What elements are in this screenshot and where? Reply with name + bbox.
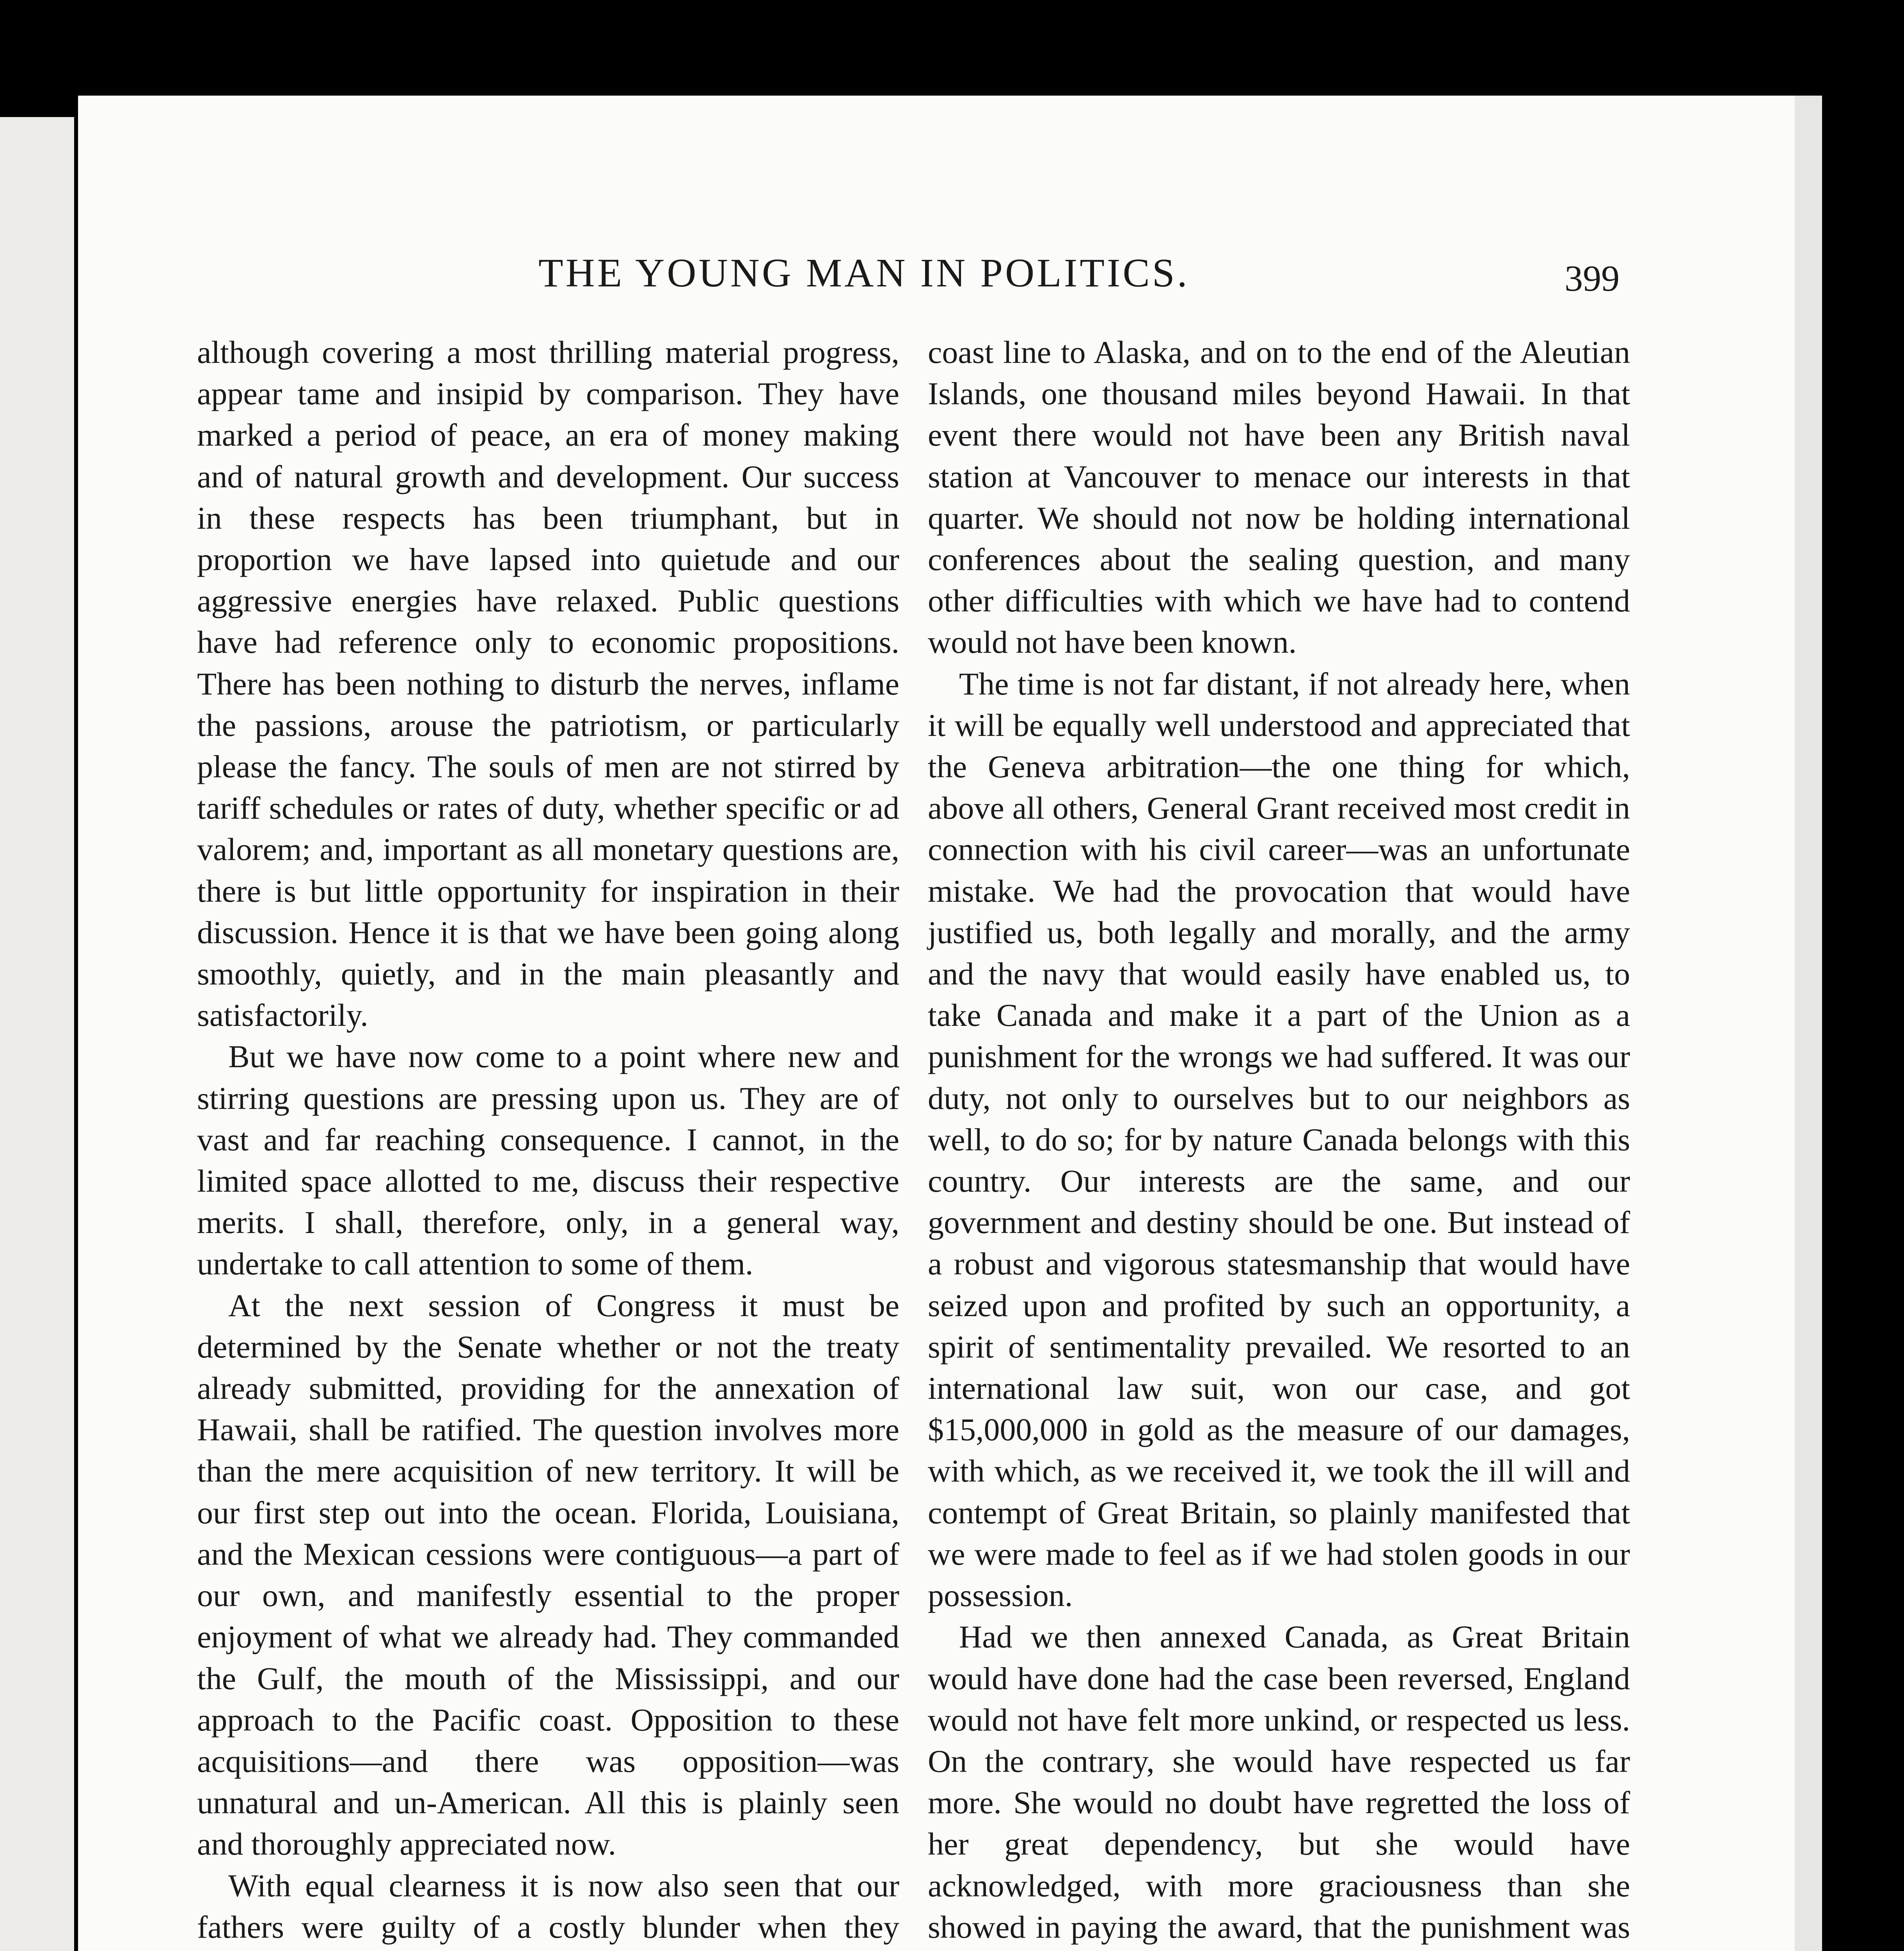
right-paragraph-3: Had we then annexed Canada, as Great Britain would have done had the case been reversed, England would not have felt more unkind, or respected us less. On the contrary, she would have respected us far more. She would no doubt have regretted the loss of her great dependency, but she would have acknowledged, with more graciousness than she showed in paying the award, that the punishment was (928, 1619, 1630, 1945)
left-paragraph-1: although covering a most thrilling material progress, appear tame and insipid by comparison. They have marked a period of peace, an era of money making and of natural growth and development. Our success in these respects has been triumphant, but in proportion we have lapsed into quietude and our aggressive energies have relaxed. Public questions have had reference only to economic propositions. There has been nothing to disturb the nerves, inflame the passions, arouse the patriotism, or particularly please the fancy. The souls of men are not stirred by tariff schedules or rates of duty, whether specific or ad valorem; and, important as all monetary questions are, there is but little opportunity for inspiration in their discussion. Hence it is that we have been going along smoothly, quietly, and in the main pleasantly and satisfactorily. (197, 334, 899, 1033)
running-title: THE YOUNG MAN IN POLITICS. (538, 251, 1190, 295)
left-paragraph-2: But we have now come to a point where new and stirring questions are pressing upon us. They are of vast and far reaching consequence. I cannot, in the limited space allotted to me, discuss their respective merits. I shall, therefore, only, in a general way, undertake to call attention to some of them. (197, 1039, 899, 1282)
previous-page-edge (0, 117, 74, 1951)
page-number: 399 (1565, 258, 1620, 299)
right-paragraph-1: coast line to Alaska, and on to the end of the Aleutian Islands, one thousand miles beyond Hawaii. In that event there would not have been any British naval station at Vancouver to menace our interests in that quarter. We should not now be holding international conferences about the sealing question, and many other difficulties with which we have had to contend would not have been known. (928, 334, 1630, 660)
running-header (78, 250, 1795, 312)
left-column (197, 332, 899, 1951)
right-paragraph-2: The time is not far distant, if not already here, when it will be equally well understood and appreciated that the Geneva arbitration—the one thing for which, above all others, General Grant received most credit in connection with his civil career—was an unfortunate mistake. We had the provocation that would have justified us, both legally and morally, and the army and the navy that would easily have enabled us, to take Canada and make it a part of the Union as a punishment for the wrongs we had suffered. It was our duty, not only to ourselves but to our neighbors as well, to do so; for by nature Canada belongs with this country. Our interests are the same, and our government and destiny should be one. But instead of a robust and vigorous statesmanship that would have seized upon and profited by such an opportunity, a spirit of sentimentality prevailed. We resorted to an international law suit, won our case, and got $15,000,000 in gold as the measure of our damages, with which, as we received it, we took the ill will and contempt of Great Britain, so plainly manifested that we were made to feel as if we had stolen goods in our possession. (928, 666, 1630, 1613)
left-paragraph-4: With equal clearness it is now also seen that our fathers were guilty of a costly blunder when they (197, 1867, 899, 1945)
right-column (928, 332, 1630, 1951)
page-gutter-shadow (1795, 96, 1822, 1951)
left-paragraph-3: At the next session of Congress it must be determined by the Senate whether or not the treaty already submitted, providing for the annexation of Hawaii, shall be ratified. The question involves more than the mere acquisition of new territory. It will be our first step out into the ocean. Florida, Louisiana, and the Mexican cessions were contiguous—a part of our own, and manifestly essential to the proper enjoyment of what we already had. They commanded the Gulf, the mouth of the Mississippi, and our approach to the Pacific coast. Opposition to these acquisitions—and there was opposition—was unnatural and un-American. All this is plainly seen and thoroughly appreciated now. (197, 1287, 899, 1862)
